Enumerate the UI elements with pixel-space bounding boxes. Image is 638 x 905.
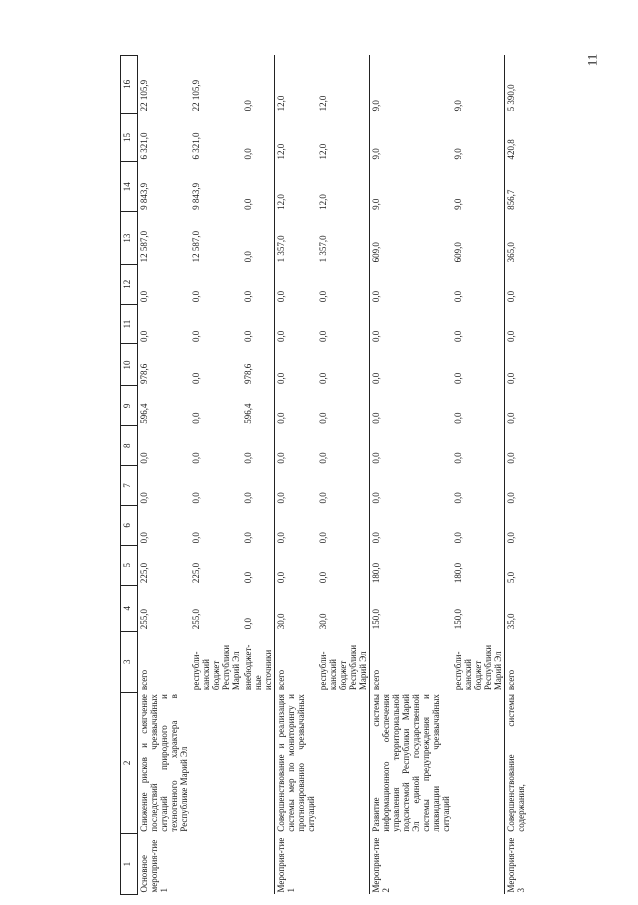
value-cell: 0,0 — [453, 532, 463, 544]
source-cell: всего — [138, 631, 191, 692]
column-header: 7 — [121, 466, 138, 506]
column-header: 12 — [121, 264, 138, 304]
table-row — [190, 56, 242, 895]
value-cell: 5 390,0 — [505, 56, 528, 114]
value-cell: 0,0 — [505, 505, 528, 545]
table-row — [505, 56, 528, 895]
value-cell: 0,0 — [505, 304, 528, 344]
value-cell: 0,0 — [191, 372, 201, 384]
value-cell: 0,0 — [370, 344, 453, 386]
value-cell: 596,4 — [138, 386, 191, 426]
value-cell: 225,0 — [138, 545, 191, 585]
source-cell: республи-канский бюджет Республики Марий Эл — [453, 644, 503, 691]
value-cell: 0,0 — [453, 290, 463, 303]
column-header: 15 — [121, 113, 138, 161]
value-cell: 0,0 — [243, 251, 253, 263]
value-cell: 596,4 — [243, 403, 253, 424]
value-cell: 0,0 — [453, 330, 463, 342]
column-header: 8 — [121, 426, 138, 466]
description-cell — [242, 692, 275, 834]
page-number: 11 — [584, 53, 600, 67]
value-cell: 0,0 — [318, 492, 328, 504]
value-cell: 0,0 — [453, 372, 463, 384]
column-header: 4 — [121, 585, 138, 631]
value-cell: 0,0 — [243, 198, 253, 210]
value-cell: 0,0 — [275, 264, 318, 304]
value-cell: 0,0 — [505, 426, 528, 466]
event-cell: Мероприя-тие 3 — [505, 834, 528, 895]
value-cell: 255,0 — [138, 585, 191, 631]
value-cell: 0,0 — [318, 452, 328, 464]
header-row — [121, 56, 138, 895]
column-header: 2 — [121, 692, 138, 834]
value-cell: 12,0 — [318, 194, 328, 210]
value-cell: 1 357,0 — [275, 212, 318, 264]
value-cell: 0,0 — [318, 330, 328, 342]
value-cell: 0,0 — [505, 386, 528, 426]
description-cell: Снижение рисков и смягчение последствий чрезвычайных ситуаций природного и техногенного характера в Республике Марий Эл — [139, 694, 189, 832]
value-cell: 0,0 — [243, 330, 253, 342]
event-cell — [317, 834, 370, 895]
description-cell: Совершенствование системы содержания, — [506, 694, 526, 832]
value-cell: 1 357,0 — [318, 235, 328, 263]
table-row — [275, 56, 318, 895]
value-cell: 12,0 — [275, 56, 318, 114]
value-cell: 0,0 — [191, 492, 201, 504]
event-cell — [190, 834, 242, 895]
table-container — [120, 55, 580, 895]
value-cell: 0,0 — [243, 532, 253, 544]
source-cell: всего — [275, 631, 318, 692]
value-cell: 0,0 — [275, 545, 318, 585]
value-cell: 0,0 — [138, 426, 191, 466]
value-cell: 12,0 — [318, 95, 328, 112]
value-cell: 0,0 — [243, 100, 253, 112]
value-cell: 0,0 — [318, 412, 328, 424]
description-cell — [452, 692, 505, 834]
value-cell: 0,0 — [318, 571, 328, 584]
column-header: 3 — [121, 631, 138, 692]
value-cell: 0,0 — [275, 505, 318, 545]
value-cell: 9,0 — [370, 56, 453, 114]
event-cell — [242, 834, 275, 895]
value-cell: 9 843,9 — [138, 162, 191, 212]
column-header: 5 — [121, 545, 138, 585]
value-cell: 180,0 — [453, 562, 463, 584]
value-cell: 9,0 — [370, 113, 453, 161]
source-cell: всего — [370, 631, 453, 692]
value-cell: 0,0 — [453, 492, 463, 504]
column-header: 13 — [121, 212, 138, 264]
source-cell: республи-канский бюджет Республики Марий Эл — [318, 644, 368, 691]
description-cell — [317, 692, 370, 834]
value-cell: 0,0 — [505, 466, 528, 506]
value-cell: 0,0 — [243, 618, 253, 630]
table-row — [138, 56, 191, 895]
value-cell: 0,0 — [138, 505, 191, 545]
value-cell: 0,0 — [243, 571, 253, 584]
column-header: 1 — [121, 834, 138, 895]
source-cell: всего — [505, 631, 528, 692]
value-cell: 22 105,9 — [138, 56, 191, 114]
value-cell: 0,0 — [370, 505, 453, 545]
value-cell: 0,0 — [191, 412, 201, 424]
value-cell: 0,0 — [275, 344, 318, 386]
value-cell: 0,0 — [191, 290, 201, 303]
value-cell: 255,0 — [191, 609, 201, 630]
value-cell: 978,6 — [243, 363, 253, 384]
column-header: 9 — [121, 386, 138, 426]
value-cell: 0,0 — [138, 466, 191, 506]
value-cell: 150,0 — [453, 609, 463, 630]
value-cell: 0,0 — [370, 426, 453, 466]
column-header: 6 — [121, 505, 138, 545]
value-cell: 0,0 — [370, 386, 453, 426]
value-cell: 0,0 — [243, 290, 253, 303]
description-cell: Совершенствование и реализация системы мер по мониторингу и прогнозированию чрезвычайных ситуаций — [276, 694, 316, 832]
value-cell: 978,6 — [138, 344, 191, 386]
value-cell: 12,0 — [318, 143, 328, 160]
table-row — [242, 56, 275, 895]
table-row — [317, 56, 370, 895]
value-cell: 0,0 — [505, 344, 528, 386]
value-cell: 0,0 — [370, 466, 453, 506]
value-cell: 0,0 — [505, 264, 528, 304]
value-cell: 0,0 — [275, 386, 318, 426]
event-cell: Мероприя-тие 2 — [370, 834, 453, 895]
value-cell: 12,0 — [275, 162, 318, 212]
value-cell: 0,0 — [243, 492, 253, 504]
value-cell: 9,0 — [453, 100, 463, 112]
value-cell: 0,0 — [318, 290, 328, 303]
table-body — [138, 56, 528, 895]
value-cell: 225,0 — [191, 562, 201, 584]
value-cell: 0,0 — [453, 452, 463, 464]
value-cell: 9,0 — [453, 148, 463, 160]
value-cell: 0,0 — [275, 304, 318, 344]
value-cell: 150,0 — [370, 585, 453, 631]
value-cell: 420,8 — [505, 113, 528, 161]
value-cell: 0,0 — [191, 532, 201, 544]
value-cell: 856,7 — [505, 162, 528, 212]
value-cell: 0,0 — [138, 264, 191, 304]
value-cell: 9 843,9 — [191, 182, 201, 210]
value-cell: 0,0 — [370, 304, 453, 344]
value-cell: 22 105,9 — [191, 79, 201, 112]
column-header: 10 — [121, 344, 138, 386]
value-cell: 609,0 — [453, 242, 463, 263]
source-cell: внебюджет-ные источники — [243, 644, 273, 691]
value-cell: 5,0 — [505, 545, 528, 585]
budget-table — [120, 55, 527, 895]
value-cell: 9,0 — [370, 162, 453, 212]
value-cell: 609,0 — [370, 212, 453, 264]
value-cell: 0,0 — [275, 466, 318, 506]
description-cell — [190, 692, 242, 834]
value-cell: 12 587,0 — [138, 212, 191, 264]
column-header: 16 — [121, 56, 138, 114]
value-cell: 6 321,0 — [138, 113, 191, 161]
description-cell: Развитие системы информационного обеспечения управления территориальной подсистемой Республики Марий Эл единой государственной системы предупреждения и ликвидации чрезвычайных ситуаций — [371, 694, 451, 832]
value-cell: 6 321,0 — [191, 132, 201, 160]
value-cell: 0,0 — [453, 412, 463, 424]
event-cell — [452, 834, 505, 895]
source-cell: республи-канский бюджет Республики Марий Эл — [191, 644, 241, 691]
value-cell: 12,0 — [275, 113, 318, 161]
value-cell: 0,0 — [243, 148, 253, 160]
column-header: 14 — [121, 162, 138, 212]
value-cell: 0,0 — [138, 304, 191, 344]
value-cell: 0,0 — [318, 372, 328, 384]
value-cell: 180,0 — [370, 545, 453, 585]
value-cell: 9,0 — [453, 198, 463, 210]
table-row — [370, 56, 453, 895]
table-row — [452, 56, 505, 895]
event-cell: Мероприя-тие 1 — [275, 834, 318, 895]
value-cell: 30,0 — [275, 585, 318, 631]
value-cell: 0,0 — [191, 452, 201, 464]
value-cell: 30,0 — [318, 613, 328, 630]
event-cell: Основное мероприя-тие 1 — [138, 834, 191, 895]
value-cell: 35,0 — [505, 585, 528, 631]
value-cell: 0,0 — [275, 426, 318, 466]
value-cell: 0,0 — [318, 532, 328, 544]
value-cell: 12 587,0 — [191, 230, 201, 263]
value-cell: 0,0 — [243, 452, 253, 464]
value-cell: 0,0 — [370, 264, 453, 304]
column-header: 11 — [121, 304, 138, 344]
value-cell: 0,0 — [191, 330, 201, 342]
value-cell: 365,0 — [505, 212, 528, 264]
